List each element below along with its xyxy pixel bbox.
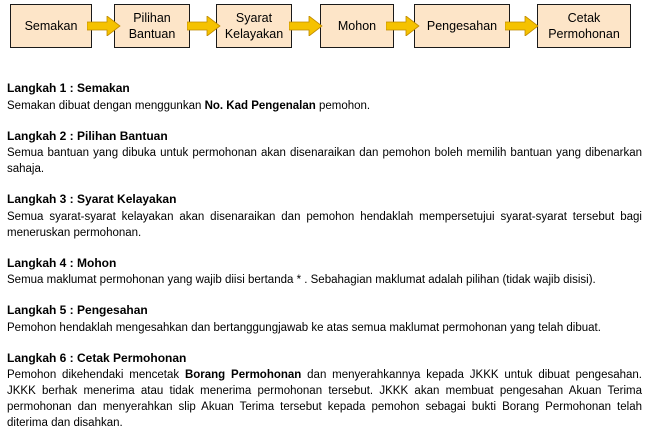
step-section-6 <box>7 351 642 432</box>
section-heading: Langkah 4 : Mohon <box>7 255 117 270</box>
process-flow-diagram <box>0 0 648 60</box>
section-heading: Langkah 2 : Pilihan Bantuan <box>7 128 168 143</box>
section-heading: Langkah 6 : Cetak Permohonan <box>7 350 187 365</box>
right-arrow-icon <box>87 16 121 36</box>
step-section-5 <box>7 303 642 336</box>
flow-step-label: Syarat Kelayakan <box>224 11 284 41</box>
right-arrow-icon <box>289 16 323 36</box>
section-heading: Langkah 3 : Syarat Kelayakan <box>7 192 177 206</box>
flow-step-mohon <box>320 4 394 48</box>
flow-step-label: Pilihan Bantuan <box>128 11 176 41</box>
text-run: Semakan dibuat dengan menggunkan <box>7 99 205 112</box>
emphasis-text: Borang Permohonan <box>184 369 302 381</box>
section-text: Pemohon hendaklah mengesahkan dan bertanggungjawab ke atas semua maklumat permohonan yang telah dibuat. <box>7 321 601 334</box>
right-arrow-icon <box>505 16 539 36</box>
flow-step-semakan <box>10 4 92 48</box>
flow-step-pengesahan <box>414 4 510 48</box>
step-section-3 <box>7 192 642 241</box>
section-text: Semua syarat-syarat kelayakan akan disenaraikan dan pemohon hendaklah mempersetujui syarat-syarat tersebut bagi meneruskan permohonan. <box>7 210 642 239</box>
section-text: Semua bantuan yang dibuka untuk permohonan akan disenaraikan dan pemohon boleh memilih bantuan yang dibenarkan sahaja. <box>7 147 642 175</box>
right-arrow-icon <box>386 16 420 36</box>
flow-step-pilihan-bantuan <box>114 4 190 48</box>
text-run: pemohon. <box>315 99 371 112</box>
section-text <box>7 367 642 431</box>
step-section-1 <box>7 81 642 114</box>
step-section-2 <box>7 129 642 178</box>
section-heading: Langkah 5 : Pengesahan <box>7 303 148 317</box>
right-arrow-icon <box>187 16 221 36</box>
flow-step-label: Cetak Permohonan <box>548 11 620 41</box>
flow-step-syarat-kelayakan <box>216 4 292 48</box>
section-text: Semua maklumat permohonan yang wajib diisi bertanda * . Sebahagian maklumat adalah pilihan (tidak wajib disisi). <box>7 274 596 286</box>
text-run: Pemohon dikehendaki mencetak <box>7 369 185 381</box>
section-heading: Langkah 1 : Semakan <box>7 81 130 95</box>
flow-step-label: Mohon <box>337 19 377 33</box>
step-section-4 <box>7 256 642 289</box>
flow-step-label: Pengesahan <box>426 19 498 33</box>
flow-step-label: Semakan <box>24 19 78 33</box>
text-run: dan menyerahkannya kepada JKKK untuk dibuat pengesahan. JKKK berhak menerima atau tidak menerima permohonan tersebut. JKKK akan membuat pengesahan Akuan Terima permohonan dan menyerahkan slip Akuan Terima tersebut kepada pemohon sebagai bukti Borang Permohonan telah diterima dan disahkan. <box>7 369 642 429</box>
section-text <box>7 98 642 114</box>
flow-step-cetak-permohonan <box>537 4 631 48</box>
emphasis-text: No. Kad Pengenalan <box>204 99 316 112</box>
steps-description <box>7 81 642 446</box>
